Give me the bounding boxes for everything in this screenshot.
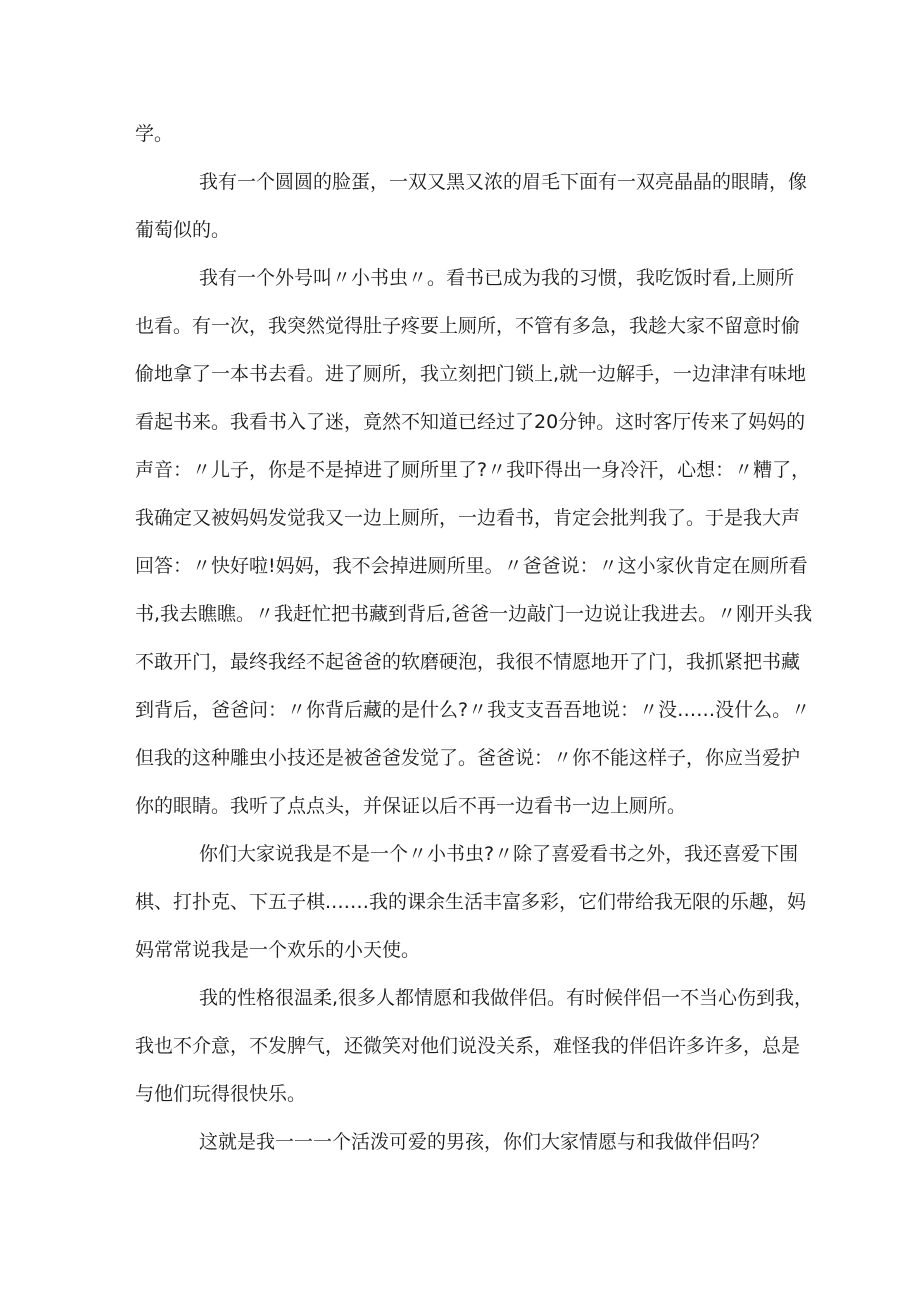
text-line: 但我的这种雕虫小技还是被爸爸发觉了。爸爸说：〃你不能这样子，你应当爱护	[135, 747, 801, 769]
text-line: 回答：〃快好啦!妈妈，我不会掉进厕所里。〃爸爸说：〃这小家伙肯定在厕所看	[135, 555, 808, 577]
text-line: 看起书来。我看书入了迷，竟然不知道已经过了20分钟。这时客厅传来了妈妈的	[135, 411, 806, 433]
text-line: 书,我去瞧瞧。〃我赶忙把书藏到背后,爸爸一边敲门一边说让我进去。〃刚开头我	[135, 603, 813, 625]
text-line: 偷地拿了一本书去看。进了厕所，我立刻把门锁上,就一边解手，一边津津有味地	[135, 363, 807, 385]
text-line: 也看。有一次，我突然觉得肚子疼要上厕所，不管有多急，我趁大家不留意时偷	[135, 315, 801, 337]
text-line: 这就是我一一一个活泼可爱的男孩，你们大家情愿与和我做伴侣吗？	[199, 1131, 770, 1153]
text-line: 妈常常说我是一个欢乐的小天使。	[135, 939, 421, 961]
text-line: 我有一个圆圆的脸蛋，一双又黑又浓的眉毛下面有一双亮晶晶的眼睛，像	[199, 171, 808, 193]
text-line: 棋、打扑克、下五子棋.……我的课余生活丰富多彩，它们带给我无限的乐趣，妈	[135, 891, 807, 913]
text-line: 你们大家说我是不是一个〃小书虫?〃除了喜爱看书之外，我还喜爱下围	[199, 843, 799, 865]
text-line: 我有一个外号叫〃小书虫〃。看书已成为我的习惯，我吃饭时看,上厕所	[199, 267, 795, 289]
text-line: 我确定又被妈妈发觉我又一边上厕所，一边看书，肯定会批判我了。于是我大声	[135, 507, 801, 529]
text-line: 声音：〃儿子，你是不是掉进了厕所里了?〃我吓得出一身冷汗，心想：〃糟了，	[135, 459, 811, 481]
text-line: 你的眼睛。我听了点点头，并保证以后不再一边看书一边上厕所。	[135, 795, 687, 817]
text-line: 我的性格很温柔,很多人都情愿和我做伴侣。有时候伴侣一不当心伤到我，	[199, 987, 814, 1009]
text-line: 我也不介意，不发脾气，还微笑对他们说没关系，难怪我的伴侣许多许多，总是	[135, 1035, 801, 1057]
text-line: 与他们玩得很快乐。	[135, 1083, 307, 1105]
text-line: 到背后，爸爸问：〃你背后藏的是什么?〃我支支吾吾地说：〃没……没什么。〃	[135, 699, 811, 721]
text-line: 葡萄似的。	[135, 219, 231, 241]
text-line: 学。	[135, 123, 174, 145]
text-line: 不敢开门，最终我经不起爸爸的软磨硬泡，我很不情愿地开了门，我抓紧把书藏	[135, 651, 801, 673]
